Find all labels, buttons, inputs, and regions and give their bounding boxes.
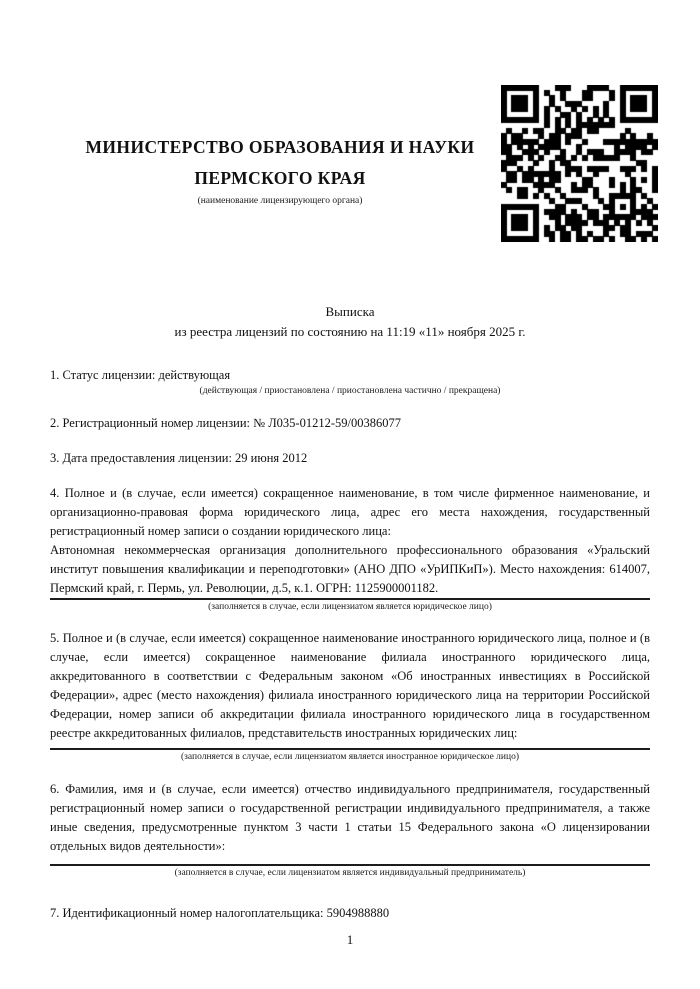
fill-in-rule xyxy=(50,748,650,750)
title-line-1: Выписка xyxy=(325,304,375,319)
registration-number-text: 2. Регистрационный номер лицензии: № Л035-01212-59/00386077 xyxy=(50,416,401,430)
license-status-options-caption: (действующая / приостановлена / приостановлена частично / прекращена) xyxy=(199,386,501,396)
taxpayer-id-text: 7. Идентификационный номер налогоплательщика: 5904988880 xyxy=(50,906,390,920)
legal-entity-label: 4. Полное и (в случае, если имеется) сокращенное наименование, в том числе фирменное наименование, и организационно-правовая форма юридического лица, адрес его места нахождения, государственный регистрационный номер записи о создании юридического лица: xyxy=(50,486,650,538)
individual-entrepreneur-caption: (заполняется в случае, если лицензиатом является индивидуальный предприниматель) xyxy=(174,868,526,878)
legal-entity-value: Автономная некоммерческая организация дополнительного профессионального образования «Уральский институт повышения квалификации и переподготовки» (АНО ДПО «УрИПКиП»). Место нахождения: 614007, Пермский край, г. Пермь, ул. Революции, д.5, к.1. ОГРН: 1125900001182. xyxy=(50,543,650,595)
page-number: 1 xyxy=(346,932,354,947)
legal-entity-caption: (заполняется в случае, если лицензиатом является юридическое лицо) xyxy=(208,602,492,612)
individual-entrepreneur-label: 6. Фамилия, имя и (в случае, если имеется) отчество индивидуального предпринимателя, государственный регистрационный номер записи о государственной регистрации индивидуального предпринимателя, а также иные сведения, предусмотренные пунктом 3 части 1 статьи 15 Федерального закона «О лицензировании отдельных видов деятельности»: xyxy=(50,782,650,853)
ministry-name-line-1: МИНИСТЕРСТВО ОБРАЗОВАНИЯ И НАУКИ xyxy=(85,137,475,157)
foreign-entity-caption: (заполняется в случае, если лицензиатом является иностранное юридическое лицо) xyxy=(181,752,519,762)
document-title xyxy=(50,302,650,342)
item-foreign-entity-info xyxy=(50,629,650,764)
title-line-2: из реестра лицензий по состоянию на 11:19 «11» ноября 2025 г. xyxy=(174,324,526,339)
license-grant-date-text: 3. Дата предоставления лицензии: 29 июня 2012 xyxy=(50,451,308,465)
license-status-text: 1. Статус лицензии: действующая xyxy=(50,368,231,382)
item-license-status xyxy=(50,366,650,398)
item-license-grant-date xyxy=(50,449,650,468)
document-header xyxy=(50,0,510,208)
licensing-authority-name xyxy=(50,132,510,194)
item-legal-entity-info xyxy=(50,484,650,614)
item-registration-number xyxy=(50,414,650,433)
item-individual-entrepreneur-info xyxy=(50,780,650,880)
fill-in-rule xyxy=(50,598,650,600)
ministry-name-line-2: ПЕРМСКОГО КРАЯ xyxy=(194,168,366,188)
item-taxpayer-id xyxy=(50,904,650,923)
fill-in-rule xyxy=(50,864,650,866)
qr-code xyxy=(501,85,658,242)
foreign-entity-label: 5. Полное и (в случае, если имеется) сокращенное наименование иностранного юридического лица, полное и (в случае, если имеется) сокращенное наименование филиала иностранного юридического лица, аккредитованного в соответствии с Федеральным законом «Об иностранных инвестициях в Российской Федерации», адрес (место нахождения) филиала иностранного юридического лица на территории Российской Федерации, номер записи об аккредитации филиала иностранного юридического лица в государственном реестре аккредитованных филиалов, представительств иностранных юридических лиц: xyxy=(50,631,650,740)
licensing-authority-caption: (наименование лицензирующего органа) xyxy=(197,196,363,206)
